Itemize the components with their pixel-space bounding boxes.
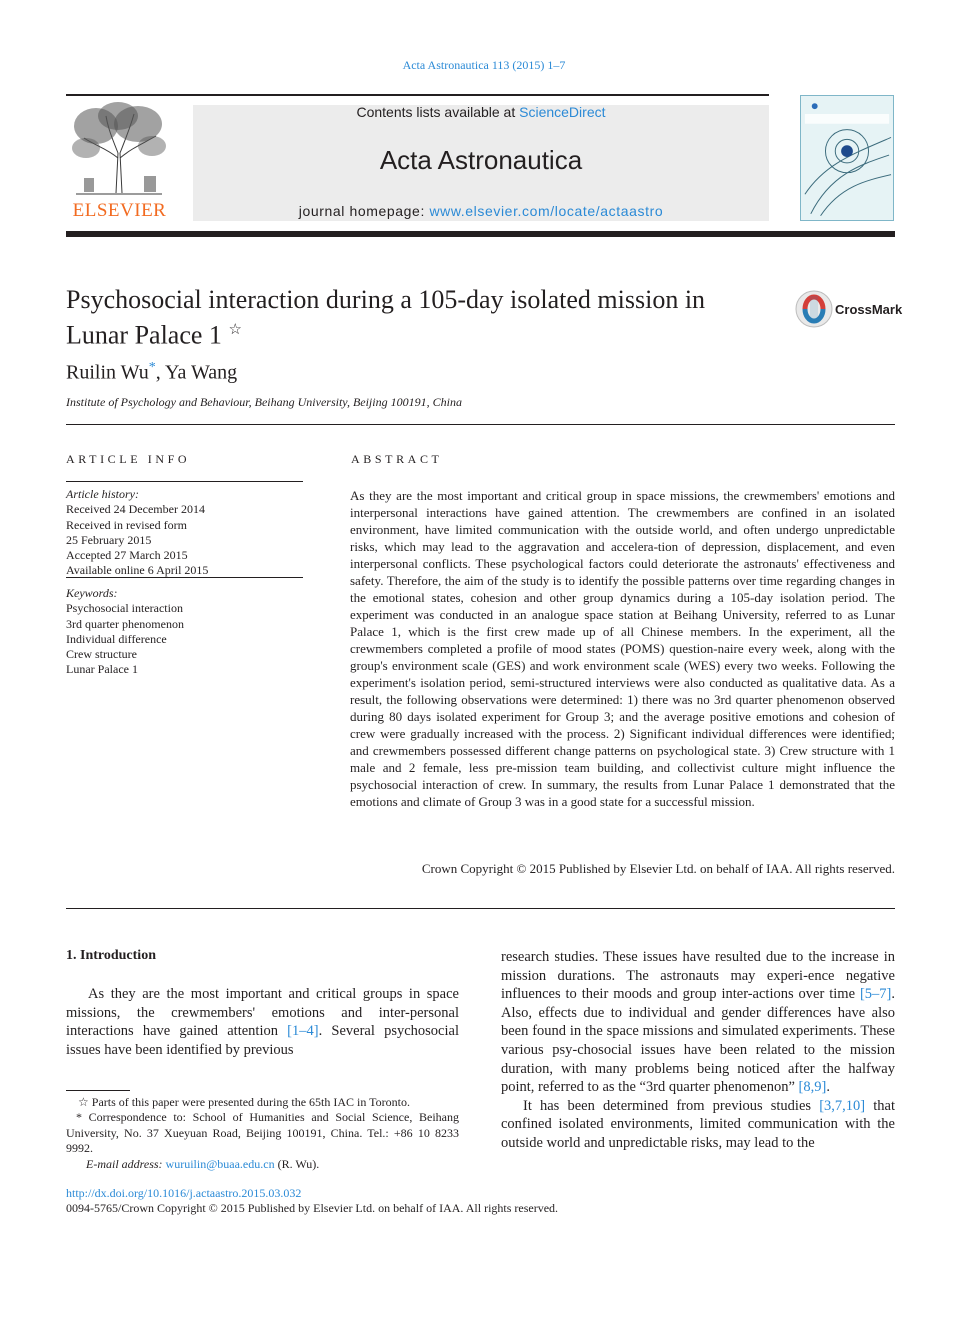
info-rule (66, 577, 303, 578)
paragraph (66, 985, 459, 1059)
article-title (66, 285, 766, 351)
journal-reference-link[interactable]: Acta Astronautica 113 (2015) 1–7 (402, 58, 566, 72)
footnote-text: Correspondence to: School of Humanities and Social Science, Beihang University, No. 37 Xueyuan Road, Beijing 100191, China. Tel.: +86 10 8233 9992. (66, 1110, 459, 1156)
paragraph-text: . (826, 1079, 830, 1096)
footnote (66, 1095, 459, 1110)
author-separator: , (155, 361, 165, 384)
elsevier-wordmark: ELSEVIER (72, 200, 167, 221)
journal-cover-thumbnail[interactable] (800, 95, 894, 221)
body-column-left (66, 985, 459, 1059)
correspondence-mark[interactable]: * (148, 360, 156, 375)
paragraph (501, 1097, 895, 1153)
header-top-rule (66, 94, 769, 96)
history-item: Accepted 27 March 2015 (66, 548, 188, 563)
section-rule (66, 424, 895, 425)
footnote-mark: * (76, 1110, 82, 1125)
history-item: 25 February 2015 (66, 532, 152, 547)
keywords (66, 586, 303, 678)
footnote (66, 1110, 459, 1156)
keyword-item: 3rd quarter phenomenon (66, 616, 184, 631)
journal-name: Acta Astronautica (379, 145, 583, 175)
keyword-item: Psychosocial interaction (66, 601, 183, 616)
section-heading-introduction: 1. Introduction (66, 948, 156, 963)
info-rule (66, 481, 303, 482)
keyword-item: Lunar Palace 1 (66, 662, 138, 677)
paragraph-text: . Also, effects due to individual and gender differences have also been found in the space missions and simulated experiments. These various psy-chosocial issues have been related to the mission duration, with many problems being noticed after the halfway point, referred to as the “3rd quarter phenomenon” (501, 986, 895, 1096)
abstract-heading: ABSTRACT (351, 452, 443, 466)
keywords-label: Keywords: (66, 586, 118, 600)
history-label: Article history: (66, 487, 139, 501)
footnotes (66, 1095, 459, 1172)
paragraph (501, 948, 895, 1097)
title-footnote-mark[interactable]: ☆ (228, 322, 242, 338)
citation-link[interactable]: [1–4] (287, 1023, 319, 1040)
history-item: Available online 6 April 2015 (66, 563, 209, 578)
footnote-mark: ☆ (78, 1095, 89, 1109)
header-rule (66, 231, 895, 237)
email-suffix: (R. Wu). (274, 1156, 320, 1171)
doi-link[interactable]: http://dx.doi.org/10.1016/j.actaastro.2015.03.032 (66, 1186, 302, 1200)
footnote (66, 1157, 459, 1172)
journal-homepage (193, 203, 769, 219)
article-history (66, 487, 303, 579)
sciencedirect-link[interactable]: ScienceDirect (519, 104, 606, 120)
email-link[interactable]: wuruilin@buaa.edu.cn (165, 1156, 275, 1171)
author-name[interactable]: Ya Wang (165, 361, 238, 384)
paragraph-text: . Several psychosocial issues have been identified by previous (66, 1023, 459, 1058)
homepage-prefix: journal homepage: (298, 203, 430, 219)
body-column-right (501, 948, 895, 1153)
keyword-item: Individual difference (66, 631, 167, 646)
author-name[interactable]: Ruilin Wu (66, 361, 149, 384)
paragraph-text: As they are the most important and critical groups in space missions, the crewmembers' emotions and inter-personal interactions have gained attention (66, 986, 459, 1040)
citation-link[interactable]: [3,7,10] (819, 1097, 866, 1114)
paragraph-text: that confined isolated environments, limited communication with the outside world and unpredictable risks, may lead to the (501, 1097, 895, 1151)
section-rule (66, 908, 895, 909)
paragraph-text: It has been determined from previous studies (523, 1097, 820, 1114)
article-title-text: Psychosocial interaction during a 105-day isolated mission in Lunar Palace 1 (66, 285, 706, 350)
issn-copyright: 0094-5765/Crown Copyright © 2015 Published by Elsevier Ltd. on behalf of IAA. All rights reserved. (66, 1201, 559, 1215)
homepage-link[interactable]: www.elsevier.com/locate/actaastro (429, 203, 664, 219)
crossmark-icon[interactable] (795, 290, 833, 328)
contents-prefix: Contents lists available at (356, 104, 520, 120)
abstract-copyright: Crown Copyright © 2015 Published by Elsevier Ltd. on behalf of IAA. All rights reserved. (421, 861, 895, 876)
author-list (66, 360, 237, 385)
history-item: Received in revised form (66, 517, 187, 532)
keyword-item: Crew structure (66, 647, 137, 662)
article-info-heading: ARTICLE INFO (66, 452, 191, 466)
affiliation: Institute of Psychology and Behaviour, Beihang University, Beijing 100191, China (66, 395, 462, 409)
footnote-text: Parts of this paper were presented during the 65th IAC in Toronto. (88, 1095, 410, 1109)
footnote-rule (66, 1090, 130, 1091)
email-label: E-mail address: (86, 1156, 166, 1171)
abstract-body: As they are the most important and critical group in space missions, the crewmembers' emotions and interpersonal interactions have gained attention. The crewmembers are confined in an isolated environment, have limited communication with the outside world, and often undergo unpredictable risks, which may lead to the aggravation and accelera-tion of depression, displacement, and even interpersonal conflicts. These psychological factors could deteriorate the astronauts' effectiveness and safety. Therefore, the aim of the study is to identify the possible patterns over time regarding changes in the emotional states, cohesion and other group dynamics during a 105-day isolation period. The experiment was conducted in an analogue space station at Beihang University, referred to as Lunar Palace 1, which is the first crew made up of all Chinese members. In the experiment, all the crewmembers completed a profile of mood states (POMS) question-naire every week, along with the group's environment scale (GES) and work environment scale (WES) every two weeks. Following the experiment's isolation period, semi-structured interviews were also conducted as qualitative data. As a result, the following observations were determined: 1) there was no 3rd quarter phenomenon observed during 80 days isolated experiment for Group 3; and the average positive emotions and cohesion of crew were gradually increased with the process. 2) Significant individual differences were identified; and crewmembers possessed different change patterns on psychological state. 3) Crew structure with 1 male and 2 female, less pre-mission team building, and collectivist culture might influence the psychosocial interaction of crew. In summary, the results from Lunar Palace 1 demonstrated that the emotions and climate of Group 3 was in a good state for a successful mission. (350, 488, 895, 809)
contents-availability (193, 104, 769, 120)
citation-link[interactable]: [5–7] (859, 986, 892, 1003)
citation-link[interactable]: [8,9] (798, 1079, 827, 1096)
paragraph-text: research studies. These issues have resulted due to the increase in mission durations. The astronauts may experi-ence negative influences to their moods and group inter-actions over time (501, 949, 895, 1003)
history-item: Received 24 December 2014 (66, 502, 205, 517)
crossmark-label[interactable]: CrossMark (835, 302, 903, 317)
